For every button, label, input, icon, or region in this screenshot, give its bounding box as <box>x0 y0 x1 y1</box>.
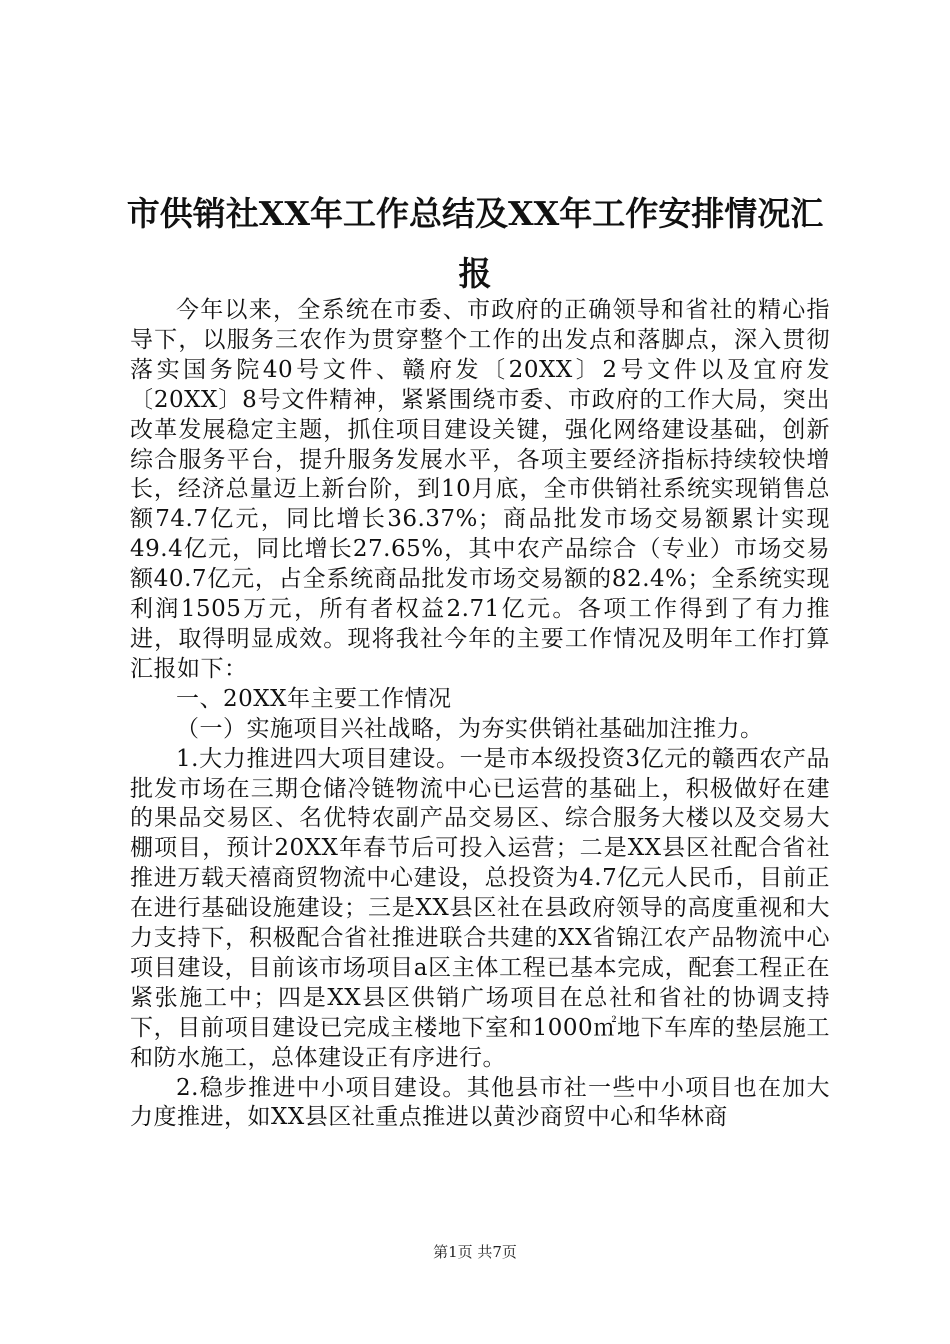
section-heading: 一、20XX年主要工作情况 <box>176 685 452 712</box>
document-title: 市供销社XX年工作总结及XX年工作安排情况汇报 <box>126 194 824 293</box>
intro-paragraph: 今年以来，全系统在市委、市政府的正确领导和省社的精心指导下，以服务三农作为贯穿整个工作的出发点和落脚点，深入贯彻落实国务院40号文件、赣府发〔20XX〕2号文件以及宜府发〔20XX〕8号文件精神，紧紧围绕市委、市政府的工作大局，突出改革发展稳定主题，抓住项目建设关键，强化网络建设基础，创新综合服务平台，提升服务发展水平，各项主要经济指标持续较快增长，经济总量迈上新台阶，到10月底，全市供销社系统实现销售总额74.7亿元，同比增长36.37%；商品批发市场交易额累计实现49.4亿元，同比增长27.65%，其中农产品综合（专业）市场交易额40.7亿元，占全系统商品批发市场交易额的82.4%；全系统实现利润1505万元，所有者权益2.71亿元。各项工作得到了有力推进，取得明显成效。现将我社今年的主要工作情况及明年工作打算汇报如下： <box>130 297 830 682</box>
page-number: 第1页 共7页 <box>433 1243 517 1261</box>
subsection-heading: （一）实施项目兴社战略，为夯实供销社基础加注推力。 <box>176 715 764 742</box>
document-body <box>130 296 830 1133</box>
item-paragraph-2: 2.稳步推进中小项目建设。其他县市社一些中小项目也在加大力度推进，如XX县区社重点推进以黄沙商贸中心和华林商 <box>130 1074 830 1131</box>
item-paragraph-1: 1.大力推进四大项目建设。一是市本级投资3亿元的赣西农产品批发市场在三期仓储冷链物流中心已运营的基础上，积极做好在建的果品交易区、名优特农副产品交易区、综合服务大楼以及交易大棚项目，预计20XX年春节后可投入运营；二是XX县区社配合省社推进万载天禧商贸物流中心建设，总投资为4.7亿元人民币，目前正在进行基础设施建设；三是XX县区社在县政府领导的高度重视和大力支持下，积极配合省社推进联合共建的XX省锦江农产品物流中心项目建设，目前该市场项目a区主体工程已基本完成，配套工程正在紧张施工中；四是XX县区供销广场项目在总社和省社的协调支持下，目前项目建设已完成主楼地下室和1000㎡地下车库的垫层施工和防水施工，总体建设正有序进行。 <box>130 745 830 1071</box>
